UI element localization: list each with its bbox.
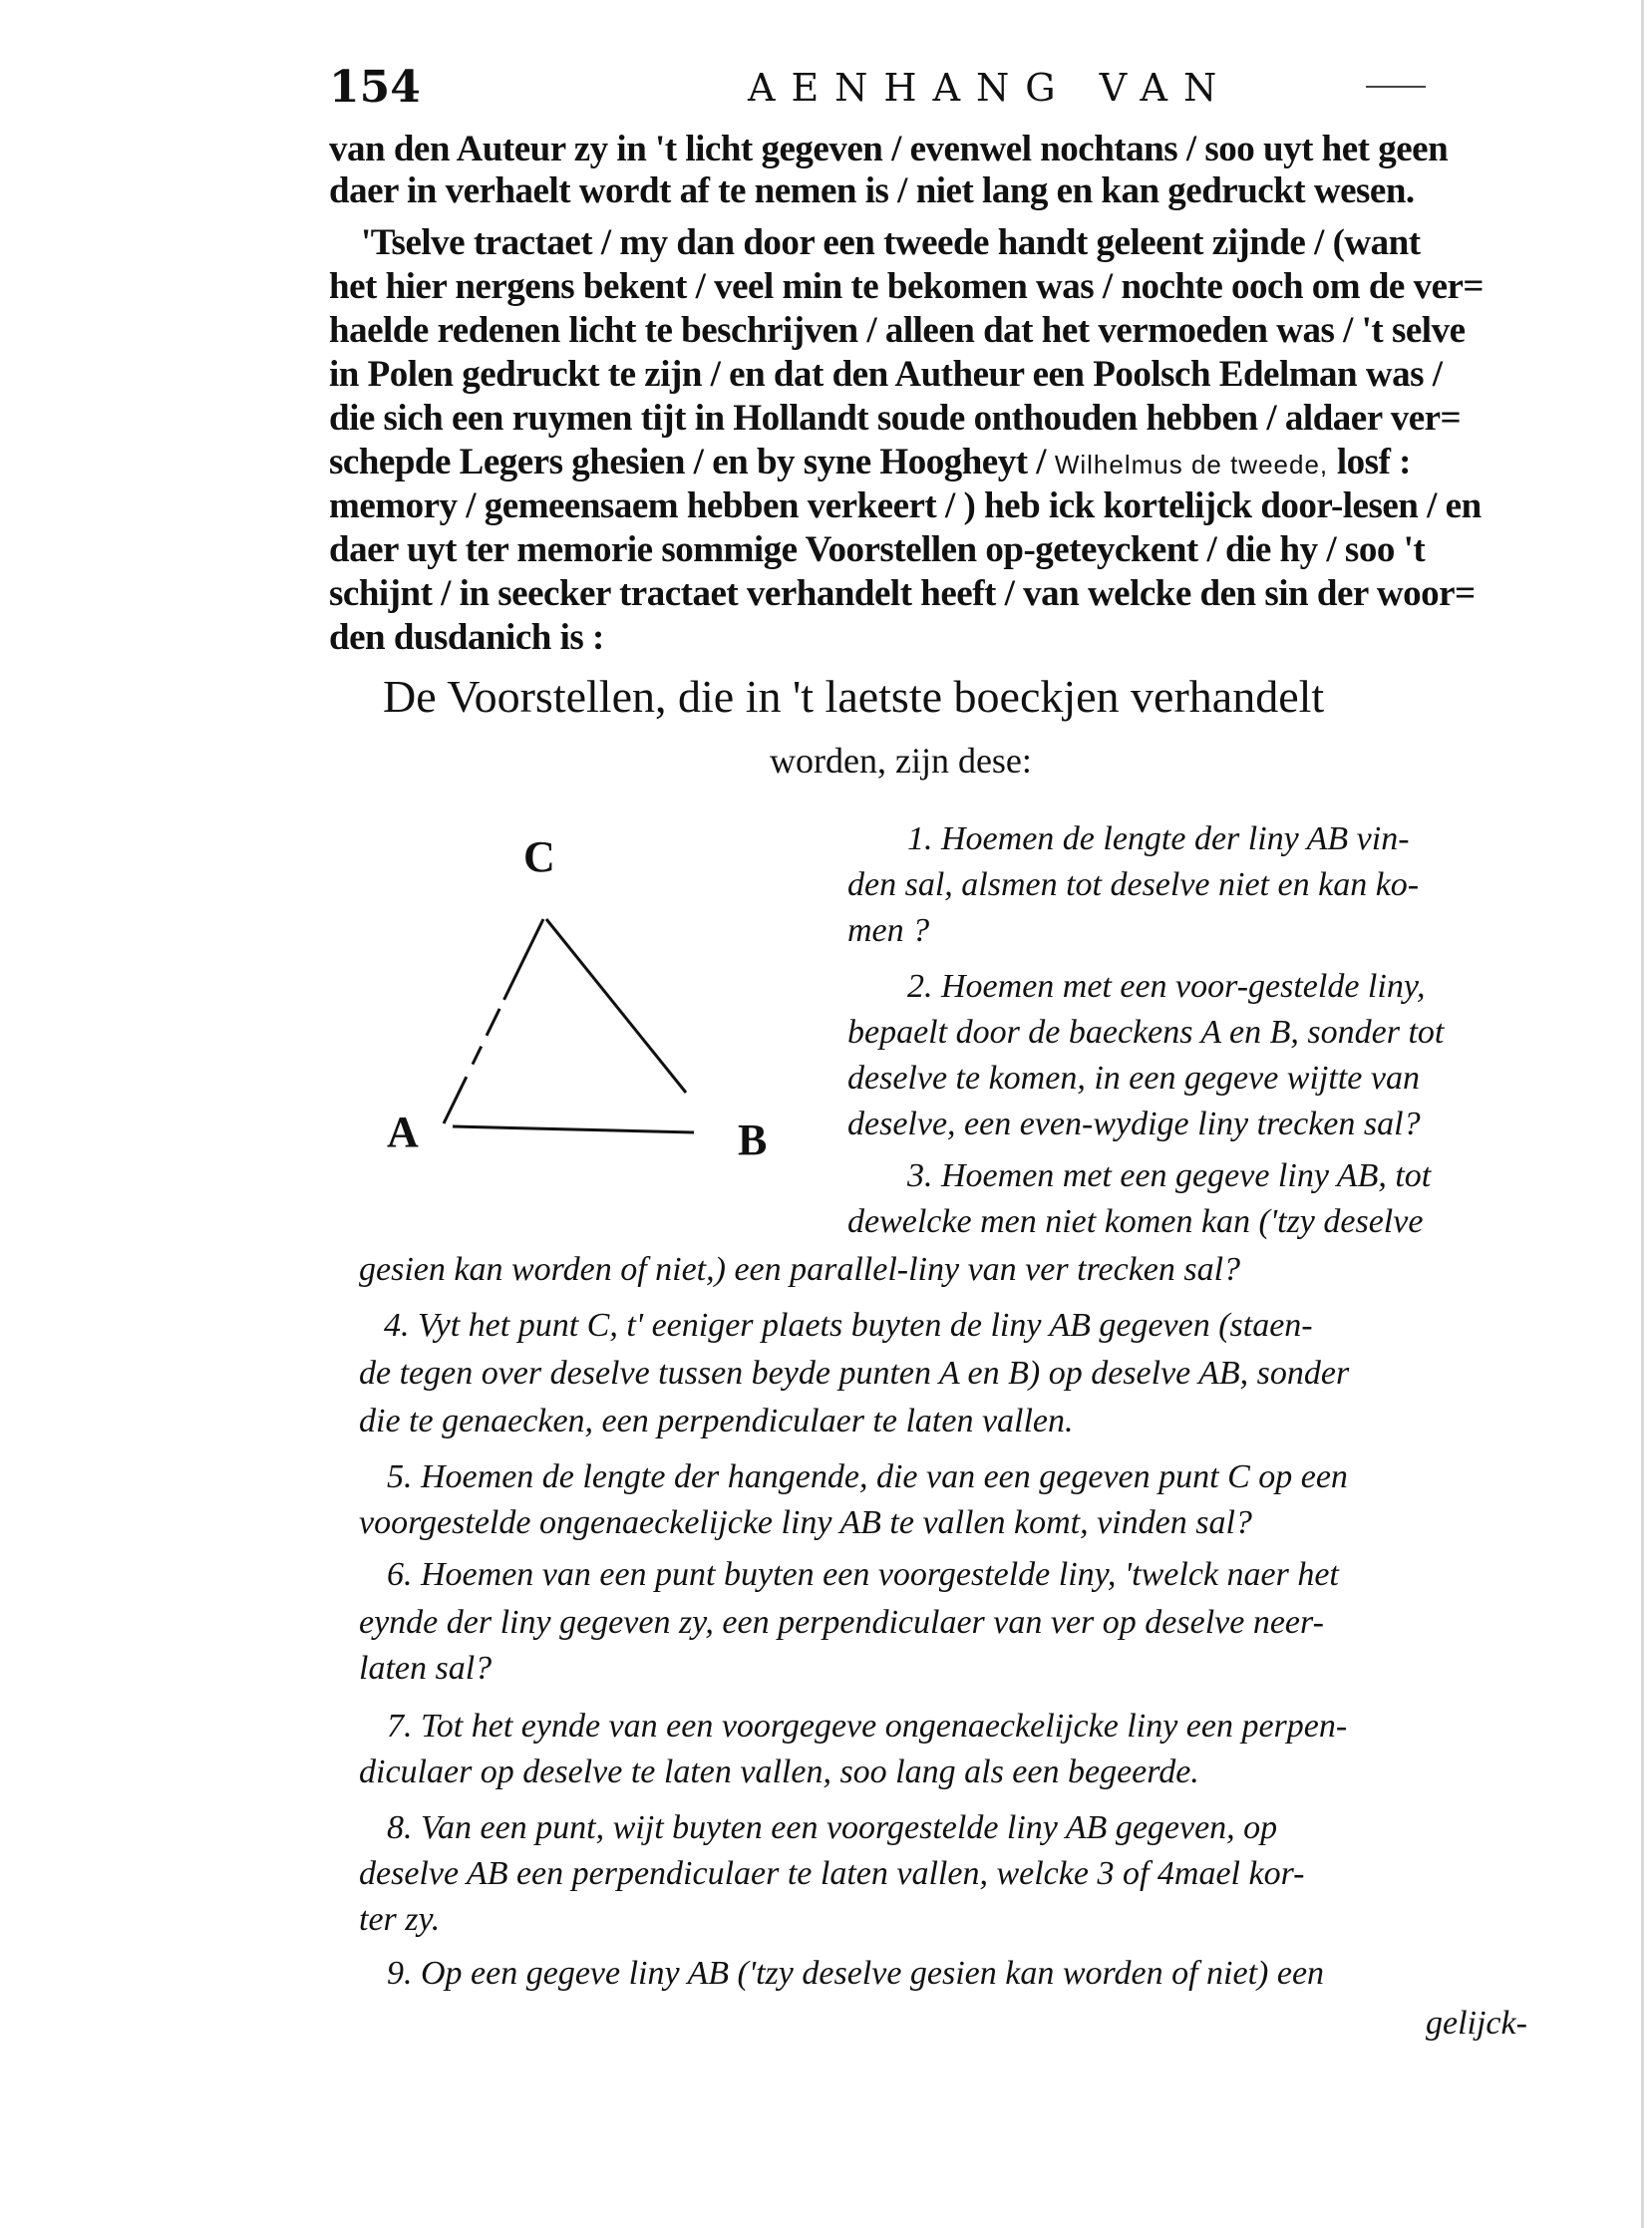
prop-line-21: 8. Van een punt, wijt buyten een voorgestelde liny AB gegeven, op — [387, 1809, 1278, 1846]
prop-line-17: eynde der liny gegeven zy, een perpendiculaer van ver op deselve neer- — [359, 1604, 1324, 1641]
prop-line-6: deselve te komen, in een gegeve wijtte van — [847, 1060, 1420, 1097]
line-ab — [453, 1126, 694, 1132]
label-b: B — [738, 1115, 768, 1164]
prop-line-23: ter zy. — [359, 1901, 441, 1938]
line-ca — [444, 919, 543, 1123]
page-header — [329, 62, 1515, 122]
blackletter-line-11: schijnt / in seecker tractaet verhandelt heeft / van welcke den sin der woor= — [329, 573, 1476, 614]
prop-line-7: deselve, een even-wydige liny trecken sal? — [847, 1106, 1421, 1142]
prop-line-5: bepaelt door de baeckens A en B, sonder tot — [847, 1014, 1445, 1051]
blackletter-line-1: van den Auteur zy in 't licht gegeven / evenwel nochtans / soo uyt het geen — [329, 129, 1449, 169]
blackletter-line-2: daer in verhaelt wordt af te nemen is / niet lang en kan gedruckt wesen. — [329, 170, 1415, 211]
line-cb — [546, 919, 686, 1093]
prop-line-16: 6. Hoemen van een punt buyten een voorgestelde liny, 'twelck naer het — [387, 1556, 1339, 1593]
running-title: AENHANG VAN — [748, 66, 1233, 110]
blackletter-line-3: 'Tselve tractaet / my dan door een tweede handt geleent zijnde / (want — [361, 222, 1421, 263]
label-a: A — [387, 1108, 419, 1156]
prop-line-10: gesien kan worden of niet,) een parallel-liny van ver trecken sal? — [359, 1251, 1241, 1288]
blackletter-line-12: den dusdanich is : — [329, 617, 604, 658]
roman-inline-name: Wilhelmus de tweede, — [1054, 450, 1329, 479]
prop-line-24: 9. Op een gegeve liny AB ('tzy deselve gesien kan worden of niet) een — [387, 1955, 1325, 1992]
prop-line-12: de tegen over deselve tussen beyde punten A en B) op deselve AB, sonder — [359, 1355, 1350, 1392]
page-number: 154 — [329, 62, 421, 113]
blackletter-line-4: het hier nergens bekent / veel min te bekomen was / nochte ooch om de ver= — [329, 266, 1485, 307]
prop-line-8: 3. Hoemen met een gegeve liny AB, tot — [907, 1157, 1432, 1194]
prop-line-1: 1. Hoemen de lengte der liny AB vin- — [907, 820, 1410, 857]
prop-line-11: 4. Vyt het punt C, t' eeniger plaets buyten de liny AB gegeven (staen- — [384, 1307, 1313, 1344]
blackletter-line-5: haelde redenen licht te beschrijven / alleen dat het vermoeden was / 't selve — [329, 310, 1466, 351]
blackletter-line-8-tail: losf : — [1336, 442, 1411, 482]
section-title: De Voorstellen, die in 't laetste boeckjen verhandelt — [383, 671, 1325, 722]
prop-line-13: die te genaecken, een perpendiculaer te laten vallen. — [359, 1403, 1074, 1439]
prop-line-9: dewelcke men niet komen kan ('tzy deselve — [847, 1203, 1424, 1240]
prop-line-18: laten sal? — [359, 1650, 493, 1687]
prop-line-22: deselve AB een perpendiculaer te laten vallen, welcke 3 of 4mael kor- — [359, 1855, 1305, 1892]
prop-line-3: men ? — [847, 912, 930, 949]
section-subtitle: worden, zijn dese: — [770, 741, 1032, 781]
blackletter-line-8-text: schepde Legers ghesien / en by syne Hoogheyt / — [329, 442, 1047, 482]
blackletter-line-7: die sich een ruymen tijt in Hollandt soude onthouden hebben / aldaer ver= — [329, 398, 1462, 439]
prop-line-20: diculaer op deselve te laten vallen, soo lang als een begeerde. — [359, 1753, 1199, 1790]
triangle-diagram — [367, 837, 786, 1176]
prop-line-15: voorgestelde ongenaeckelijcke liny AB te vallen komt, vinden sal? — [359, 1504, 1252, 1541]
blackletter-line-8 — [329, 441, 1535, 486]
blackletter-line-10: daer uyt ter memorie sommige Voorstellen op-geteyckent / die hy / soo 't — [329, 529, 1426, 570]
prop-line-14: 5. Hoemen de lengte der hangende, die van een gegeven punt C op een — [387, 1458, 1348, 1495]
blackletter-line-6: in Polen gedruckt te zijn / en dat den Autheur een Poolsch Edelman was / — [329, 354, 1443, 395]
page-edge-shadow — [1641, 0, 1644, 2228]
prop-line-4: 2. Hoemen met een voor-gestelde liny, — [907, 968, 1426, 1005]
label-c: C — [523, 837, 555, 881]
prop-line-2: den sal, alsmen tot deselve niet en kan ko- — [847, 866, 1420, 903]
prop-line-25: gelijck- — [1426, 2005, 1527, 2042]
header-rule — [1366, 86, 1426, 88]
prop-line-19: 7. Tot het eynde van een voorgegeve ongenaeckelijcke liny een perpen- — [387, 1708, 1348, 1745]
blackletter-line-9: memory / gemeensaem hebben verkeert / ) heb ick kortelijck door-lesen / en — [329, 485, 1482, 526]
